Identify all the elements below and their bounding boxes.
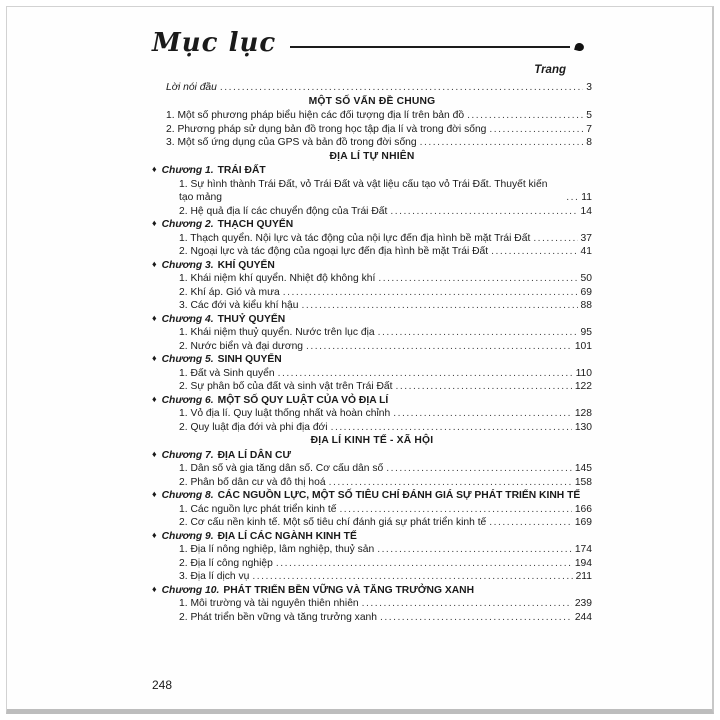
dotted-leader — [252, 570, 572, 584]
toc-entry-text: 1. Vỏ địa lí. Quy luật thống nhất và hoàn chỉnh — [179, 408, 391, 419]
toc-entry — [152, 286, 592, 300]
dotted-leader — [331, 421, 572, 435]
chapter-prefix: Chương 9. — [161, 530, 214, 542]
toc-entry-page-number: 169 — [574, 517, 592, 528]
chapter-prefix: Chương 3. — [161, 259, 214, 271]
toc-section-header: MỘT SỐ VẤN ĐỀ CHUNG — [308, 95, 436, 107]
toc-entry-text: 2. Phương pháp sử dụng bản đồ trong học tập địa lí và trong đời sống — [166, 123, 487, 135]
dotted-leader — [396, 380, 572, 394]
toc-entry-text: Lời nói đầu — [166, 82, 217, 93]
toc-list — [152, 81, 592, 624]
diamond-bullet-icon: ♦ — [152, 218, 157, 228]
toc-chapter-heading — [152, 353, 592, 367]
toc-entry-text: 2. Quy luật địa đới và phi địa đới — [179, 421, 328, 433]
chapter-title: MỘT SỐ QUY LUẬT CỦA VỎ ĐỊA LÍ — [217, 394, 389, 406]
dotted-leader — [278, 367, 573, 381]
toc-entry — [152, 326, 592, 340]
toc-entry-page-number: 3 — [586, 82, 592, 93]
toc-entry — [152, 299, 592, 313]
toc-section-header: ĐỊA LÍ KINH TẾ - XÃ HỘI — [310, 435, 434, 446]
toc-section-header: ĐỊA LÍ TỰ NHIÊN — [329, 150, 415, 162]
toc-entry — [152, 462, 592, 476]
page-content — [152, 26, 592, 624]
toc-entry-page-number: 41 — [580, 246, 592, 257]
toc-entry-text: 3. Các đới và kiểu khí hậu — [179, 300, 299, 311]
toc-entry — [152, 570, 592, 584]
rule-end-dot-icon — [574, 42, 585, 52]
dotted-leader — [386, 462, 572, 476]
toc-entry — [152, 232, 592, 246]
chapter-prefix: Chương 10. — [161, 584, 220, 596]
diamond-bullet-icon: ♦ — [152, 489, 157, 499]
toc-entry — [152, 407, 592, 421]
toc-entry-text: 2. Hệ quả địa lí các chuyển động của Trái Đất — [179, 205, 388, 217]
toc-entry-page-number: 130 — [574, 421, 592, 433]
dotted-leader — [489, 123, 583, 137]
toc-entry-text: 1. Sự hình thành Trái Đất, vỏ Trái Đất và vật liệu cấu tạo vỏ Trái Đất. Thuyết kiến tạo mảng — [179, 178, 548, 203]
toc-entry-text: 2. Phân bố dân cư và đô thị hoá — [179, 476, 326, 488]
toc-entry-text: 2. Cơ cấu nền kinh tế. Một số tiêu chí đánh giá sự phát triển kinh tế — [179, 517, 487, 528]
trang-column-label: Trang — [534, 64, 566, 76]
chapter-title: TRÁI ĐẤT — [217, 165, 266, 176]
toc-entry — [152, 123, 592, 137]
dotted-leader — [378, 326, 578, 340]
chapter-title: THẠCH QUYỂN — [217, 219, 294, 230]
dotted-leader — [420, 136, 584, 150]
dotted-leader — [362, 597, 572, 611]
chapter-title: CÁC NGUỒN LỰC, MỘT SỐ TIÊU CHÍ ĐÁNH GIÁ SỰ PHÁT TRIỂN KINH TẾ — [217, 490, 581, 501]
toc-entry — [152, 611, 592, 625]
chapter-title: PHÁT TRIỂN BỀN VỮNG VÀ TĂNG TRƯỞNG XANH — [223, 584, 475, 596]
toc-entry-text: 2. Địa lí công nghiệp — [179, 557, 273, 569]
chapter-prefix: Chương 2. — [161, 219, 214, 230]
diamond-bullet-icon: ♦ — [152, 164, 157, 174]
toc-entry — [152, 81, 592, 95]
dotted-leader — [339, 503, 571, 517]
toc-chapter-heading — [152, 259, 592, 273]
toc-entry-text: 3. Một số ứng dụng của GPS và bản đồ trong đời sống — [166, 137, 417, 148]
dotted-leader — [393, 407, 572, 421]
dotted-leader — [377, 543, 572, 557]
toc-chapter-heading — [152, 394, 592, 408]
chapter-prefix: Chương 8. — [161, 490, 214, 501]
toc-entry — [152, 178, 592, 205]
toc-entry-text: 1. Thạch quyển. Nội lực và tác động của nội lực đến địa hình bề mặt Trái Đất — [179, 232, 531, 244]
toc-entry-text: 2. Phát triển bền vững và tăng trưởng xanh — [179, 611, 377, 623]
toc-entry — [152, 245, 592, 259]
toc-entry-page-number: 5 — [586, 110, 592, 121]
toc-entry-page-number: 158 — [574, 476, 592, 488]
toc-entry — [152, 516, 592, 530]
dotted-leader — [491, 245, 577, 259]
dotted-leader — [566, 191, 578, 205]
diamond-bullet-icon: ♦ — [152, 258, 157, 269]
toc-entry — [152, 205, 592, 219]
toc-entry — [152, 272, 592, 286]
diamond-bullet-icon: ♦ — [152, 448, 157, 459]
toc-entry-page-number: 145 — [574, 463, 592, 474]
dotted-leader — [467, 109, 583, 123]
diamond-bullet-icon: ♦ — [152, 529, 157, 540]
chapter-title: ĐỊA LÍ DÂN CƯ — [217, 449, 291, 461]
toc-entry-text: 1. Khái niệm khí quyển. Nhiệt độ không khí — [179, 273, 376, 284]
toc-entry-page-number: 69 — [580, 286, 592, 298]
dotted-leader — [489, 516, 572, 530]
chapter-prefix: Chương 1. — [161, 165, 214, 176]
toc-entry-text: 1. Các nguồn lực phát triển kinh tế — [179, 503, 337, 515]
toc-entry-page-number: 14 — [580, 205, 592, 217]
toc-entry-page-number: 95 — [580, 327, 592, 338]
dotted-leader — [533, 232, 577, 246]
toc-entry — [152, 367, 592, 381]
toc-entry — [152, 340, 592, 354]
toc-entry-page-number: 211 — [575, 571, 592, 582]
toc-chapter-heading — [152, 164, 592, 178]
toc-entry — [152, 503, 592, 517]
toc-entry — [152, 109, 592, 123]
toc-entry — [152, 557, 592, 571]
chapter-prefix: Chương 7. — [161, 449, 214, 461]
header — [152, 26, 592, 60]
diamond-bullet-icon: ♦ — [152, 312, 157, 323]
toc-entry-page-number: 239 — [574, 598, 592, 609]
chapter-prefix: Chương 6. — [161, 394, 214, 406]
toc-entry-page-number: 128 — [574, 408, 592, 419]
toc-entry-page-number: 101 — [574, 340, 592, 352]
dotted-leader — [380, 611, 572, 625]
toc-entry-page-number: 110 — [575, 367, 592, 379]
toc-entry-page-number: 8 — [586, 137, 592, 148]
toc-chapter-heading — [152, 584, 592, 598]
toc-entry-text: 1. Dân số và gia tăng dân số. Cơ cấu dân số — [179, 463, 384, 474]
toc-entry-page-number: 174 — [574, 544, 592, 555]
chapter-title: THUỶ QUYỂN — [217, 313, 286, 325]
dotted-leader — [302, 299, 578, 313]
chapter-prefix: Chương 5. — [161, 354, 214, 365]
toc-entry-text: 2. Khí áp. Gió và mưa — [179, 286, 280, 298]
toc-entry-page-number: 7 — [586, 123, 592, 135]
dotted-leader — [390, 205, 577, 219]
chapter-prefix: Chương 4. — [161, 313, 214, 325]
toc-entry-page-number: 88 — [580, 300, 592, 311]
toc-entry-text: 1. Khái niệm thuỷ quyển. Nước trên lục địa — [179, 327, 375, 338]
toc-chapter-heading — [152, 218, 592, 232]
toc-entry-text: 1. Một số phương pháp biểu hiện các đối tượng địa lí trên bản đồ — [166, 110, 465, 121]
toc-entry-page-number: 244 — [574, 611, 592, 623]
toc-entry — [152, 476, 592, 490]
toc-chapter-heading — [152, 489, 592, 503]
chapter-title: KHÍ QUYỂN — [217, 259, 275, 271]
dotted-leader — [276, 557, 572, 571]
toc-entry — [152, 597, 592, 611]
toc-entry-text: 2. Sự phân bố của đất và sinh vật trên Trái Đất — [179, 381, 393, 392]
toc-chapter-heading — [152, 449, 592, 463]
toc-entry-text: 3. Địa lí dịch vụ — [179, 571, 250, 582]
toc-entry — [152, 136, 592, 150]
toc-entry-page-number: 37 — [580, 232, 592, 244]
dotted-leader — [329, 476, 572, 490]
toc-entry-text: 1. Môi trường và tài nguyên thiên nhiên — [179, 598, 359, 609]
diamond-bullet-icon: ♦ — [152, 583, 157, 594]
toc-entry-text: 2. Nước biển và đại dương — [179, 340, 304, 352]
toc-entry — [152, 543, 592, 557]
toc-entry-text: 1. Địa lí nông nghiệp, lâm nghiệp, thuỷ sản — [179, 544, 375, 555]
toc-entry — [152, 380, 592, 394]
toc-entry-text: 2. Ngoại lực và tác động của ngoại lực đến địa hình bề mặt Trái Đất — [179, 246, 489, 257]
toc-entry-text: 1. Đất và Sinh quyển — [179, 367, 275, 379]
dotted-leader — [220, 81, 583, 95]
toc-entry-page-number: 122 — [574, 381, 592, 392]
chapter-title: SINH QUYỂN — [217, 354, 282, 365]
diamond-bullet-icon: ♦ — [152, 393, 157, 404]
page-title: Mục lục — [152, 28, 277, 58]
toc-entry — [152, 421, 592, 435]
dotted-leader — [283, 286, 578, 300]
toc-entry-page-number: 11 — [581, 192, 592, 203]
dotted-leader — [378, 272, 577, 286]
toc-chapter-heading — [152, 530, 592, 544]
footer-page-number: 248 — [152, 678, 173, 692]
toc-entry-page-number: 166 — [574, 503, 592, 515]
chapter-title: ĐỊA LÍ CÁC NGÀNH KINH TẾ — [217, 530, 357, 542]
diamond-bullet-icon: ♦ — [152, 353, 157, 363]
toc-entry-page-number: 194 — [574, 557, 592, 569]
title-rule — [290, 46, 570, 48]
dotted-leader — [306, 340, 572, 354]
toc-chapter-heading — [152, 313, 592, 327]
toc-entry-page-number: 50 — [580, 273, 592, 284]
